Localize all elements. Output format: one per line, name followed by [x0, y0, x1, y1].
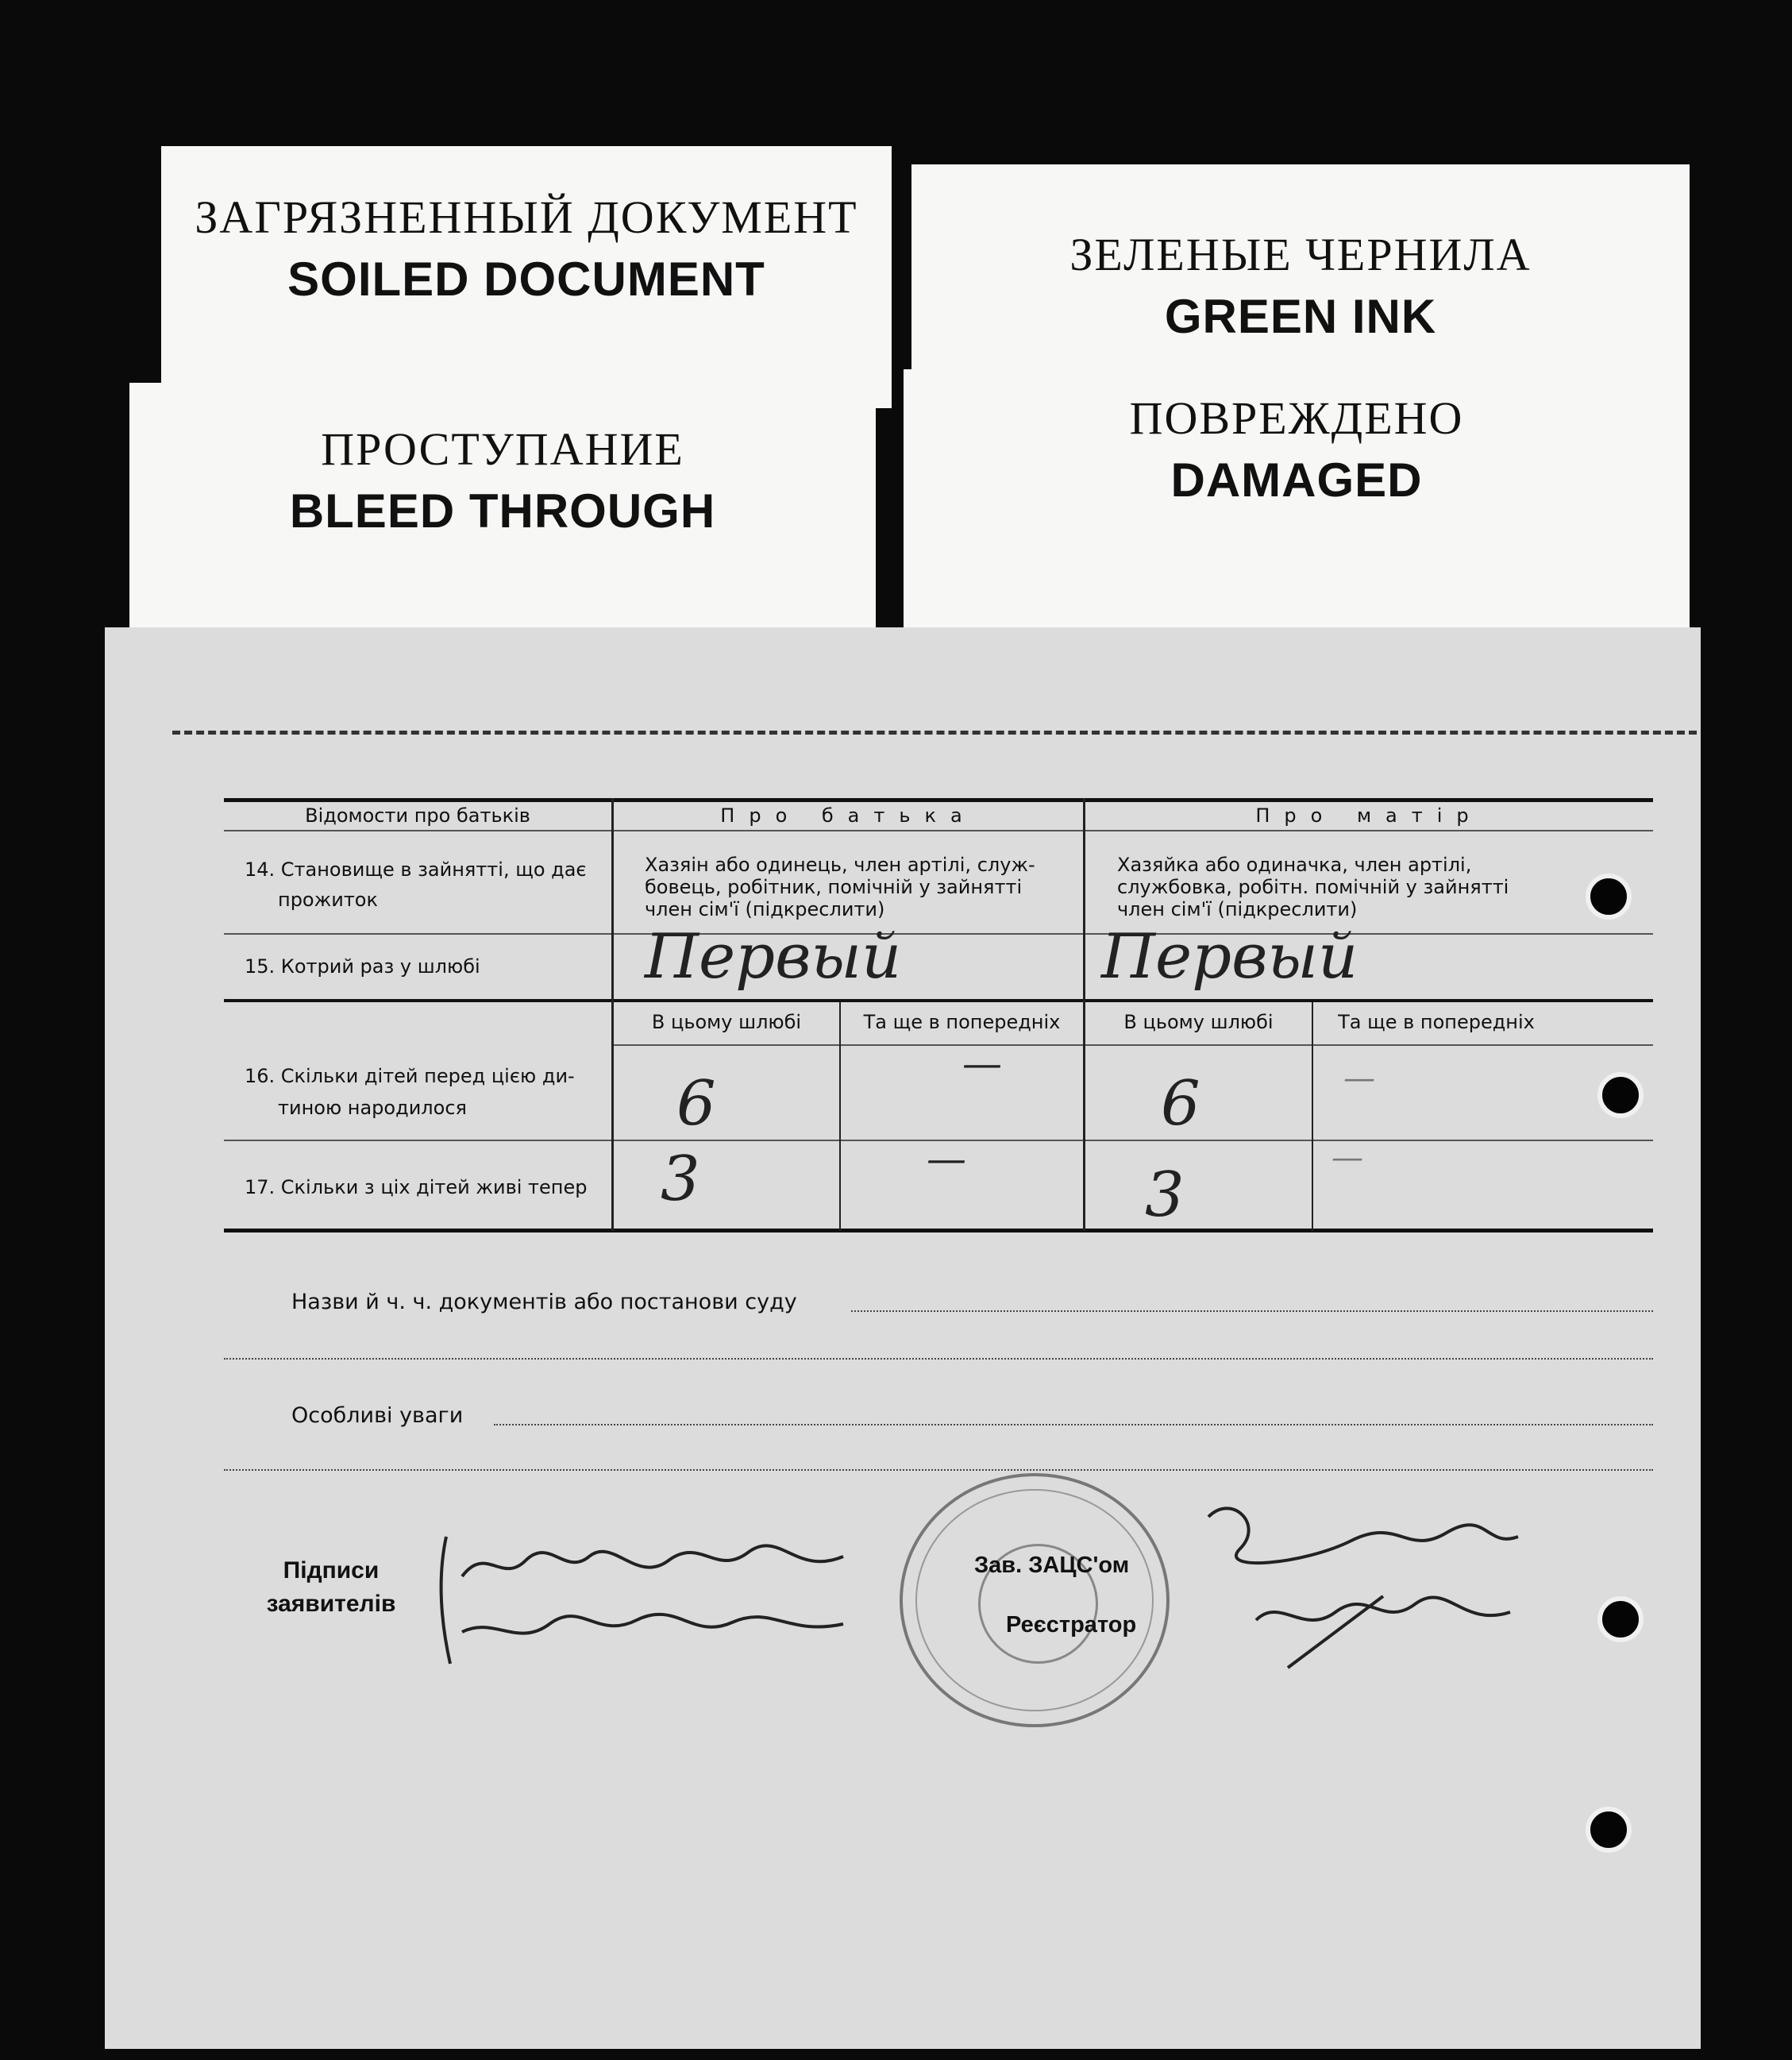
green-ru-label: ЗЕЛЕНЫЕ ЧЕРНИЛА — [1069, 229, 1532, 280]
row17-mother-this: 3 — [1145, 1159, 1185, 1231]
row15-label: 15. Котрий раз у шлюбі — [245, 955, 480, 978]
row16-mother-prev: — — [1343, 1060, 1375, 1097]
father-previous-header: Та ще в попередніх — [863, 1011, 1061, 1033]
registry-form-sheet — [105, 627, 1701, 2049]
green-ink-card — [911, 164, 1690, 379]
perforation-line — [172, 731, 1697, 735]
father-header: Про батька — [720, 804, 977, 827]
father-this-marriage-header: В цьому шлюбі — [651, 1011, 802, 1033]
damaged-card — [904, 369, 1690, 651]
row16-label-2: тиною народилося — [278, 1097, 467, 1119]
row14-mother-1: Хазяйка або одиначка, член артілі, — [1117, 854, 1472, 876]
row16-father-this: 6 — [676, 1068, 716, 1140]
mother-previous-header: Та ще в попередніх — [1338, 1011, 1535, 1033]
registrar-label: Реєстратор — [1006, 1612, 1137, 1638]
mother-this-marriage-header: В цьому шлюбі — [1123, 1011, 1274, 1033]
row15-father-handwritten: Первый — [645, 921, 902, 993]
documents-label: Назви й ч. ч. документів або постанови суду — [291, 1290, 797, 1314]
damaged-ru-label: ПОВРЕЖДЕНО — [1129, 392, 1464, 444]
bleed-ru-label: ПРОСТУПАНИЕ — [321, 423, 684, 475]
registrar-signatures-handwriting — [1145, 1493, 1574, 1684]
row16-father-prev: — — [962, 1040, 1002, 1086]
bleed-through-card — [129, 383, 876, 653]
soiled-ru-label: ЗАГРЯЗНЕННЫЙ ДОКУМЕНТ — [195, 191, 858, 243]
mother-header: Про матір — [1255, 804, 1483, 827]
punch-hole — [1586, 1807, 1632, 1853]
row14-father-1: Хазяін або одинець, член артілі, служ- — [645, 854, 1035, 876]
row14-father-3: член сім'ї (підкреслити) — [645, 898, 885, 920]
soiled-en-label: SOILED DOCUMENT — [287, 253, 765, 306]
damaged-en-label: DAMAGED — [1170, 453, 1423, 507]
row14-label-2: прожиток — [278, 889, 378, 911]
punch-hole — [1597, 1596, 1644, 1642]
bleed-en-label: BLEED THROUGH — [289, 484, 716, 538]
special-notes-label: Особливі уваги — [291, 1403, 464, 1428]
parents-info-header: Відомости про батьків — [305, 804, 530, 827]
row16-label-1: 16. Скільки дітей перед цією ди- — [245, 1065, 575, 1087]
applicants-label-2: заявителів — [266, 1591, 396, 1617]
applicants-label-1: Підписи — [283, 1557, 380, 1584]
row15-mother-handwritten: Первый — [1101, 921, 1358, 993]
row17-father-this: 3 — [661, 1144, 700, 1215]
head-of-registry-label: Зав. ЗАЦС'ом — [974, 1553, 1130, 1578]
row17-father-prev: — — [927, 1136, 966, 1182]
row17-label: 17. Скільки з ціх дітей живі тепер — [245, 1176, 588, 1198]
row16-mother-this: 6 — [1161, 1068, 1200, 1140]
punch-hole — [1597, 1072, 1644, 1118]
applicant-signatures-handwriting — [430, 1529, 907, 1680]
table-bottom-rule — [224, 1229, 1653, 1233]
table-top-rule — [224, 798, 1653, 802]
official-seal-stamp — [900, 1473, 1170, 1727]
soiled-document-card — [161, 146, 892, 408]
row14-mother-2: службовка, робітн. помічній у зайнятті — [1117, 876, 1509, 898]
punch-hole — [1586, 874, 1632, 920]
green-en-label: GREEN INK — [1164, 290, 1437, 343]
row14-father-2: бовець, робітник, помічній у зайнятті — [645, 876, 1023, 898]
row17-mother-prev: — — [1331, 1140, 1363, 1176]
row14-label-1: 14. Становище в зайнятті, що дає — [245, 858, 587, 881]
row14-mother-3: член сім'ї (підкреслити) — [1117, 898, 1358, 920]
